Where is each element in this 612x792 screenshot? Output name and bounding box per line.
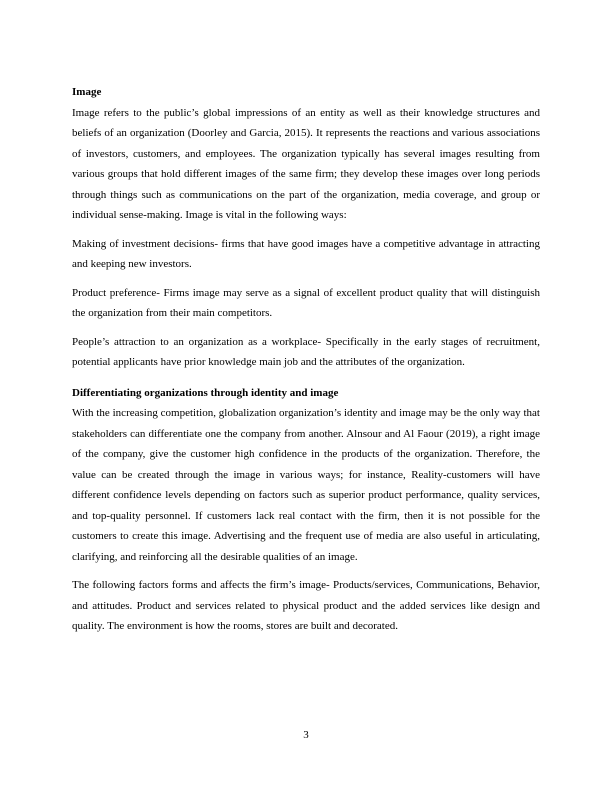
document-body [72, 82, 540, 645]
section-heading-image: Image [72, 86, 102, 98]
page-number: 3 [303, 729, 309, 741]
paragraph-workplace-attraction: People’s attraction to an organization as a workplace- Specifically in the early stages of recruitment, potential applicants have prior knowledge main job and the attributes of the organization. [72, 335, 540, 368]
paragraph-investment-decisions: Making of investment decisions- firms that have good images have a competitive advantage in attracting and keeping new investors. [72, 237, 540, 270]
section-heading-differentiating: Differentiating organizations through identity and image [72, 386, 339, 399]
paragraph-image-factors: The following factors forms and affects the firm’s image- Products/services, Communications, Behavior, and attitudes. Product and services related to physical product and the added services like design and quality. The environment is how the rooms, stores are built and decorated. [72, 579, 540, 632]
paragraph-image-definition: Image refers to the public’s global impressions of an entity as well as their knowledge structures and beliefs of an organization (Doorley and Garcia, 2015). It represents the reactions and various associations of investors, customers, and employees. The organization typically has several images resulting from various groups that hold different images of the same firm; they develop these images over long periods through things such as communications on the part of the organization, media coverage, and group or individual sense-making. Image is vital in the following ways: [72, 106, 540, 221]
paragraph-product-preference: Product preference- Firms image may serve as a signal of excellent product quality that will distinguish the organization from their main competitors. [72, 286, 540, 319]
paragraph-differentiating-identity: With the increasing competition, globalization organization’s identity and image may be the only way that stakeholders can differentiate one the company from another. Alnsour and Al Faour (2019), a right image of the company, give the customer high confidence in the products of the organization. Therefore, the value can be created through the image in various ways; for instance, Reality-customers will have different confidence levels depending on factors such as superior product performance, quality services, and top-quality personnel. If customers lack real contact with the firm, then it is not possible for the customers to create this image. Advertising and the frequent use of media are also useful in articulating, clarifying, and reinforcing all the desirable qualities of an image. [72, 407, 540, 563]
